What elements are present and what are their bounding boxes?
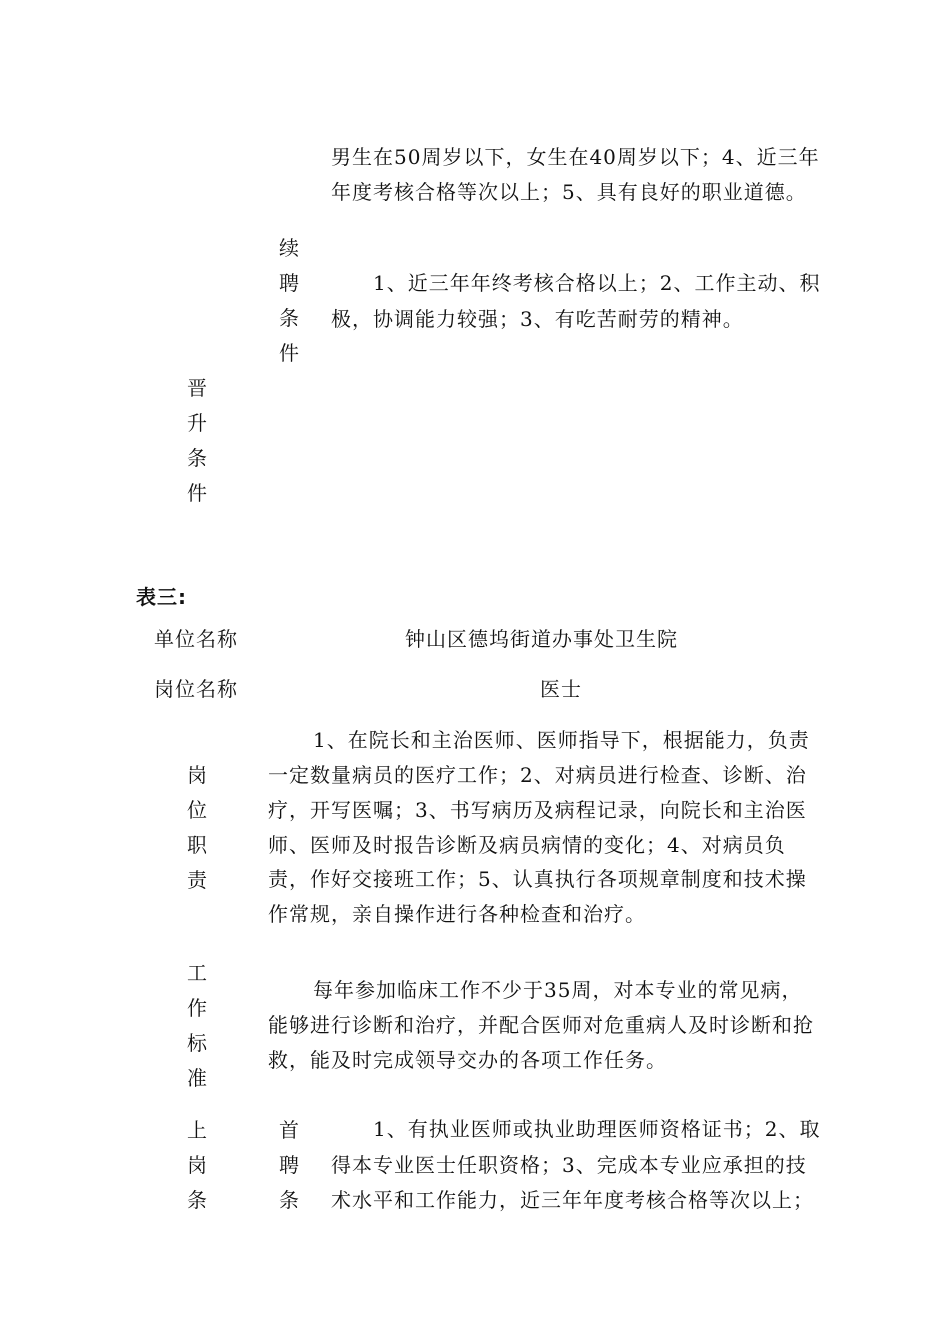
onduty-label-char: 上: [187, 1118, 207, 1142]
post-name-label: 岗位名称: [154, 677, 238, 701]
table-3-heading: 表三:: [136, 585, 187, 609]
renewal-text-line-1: 1、近三年年终考核合格以上；2、工作主动、积: [373, 271, 821, 295]
post-name-value: 医士: [540, 677, 582, 701]
standard-label-char: 准: [187, 1066, 207, 1090]
renewal-label-char: 件: [279, 341, 299, 365]
standard-text-line: 救，能及时完成领导交办的各项工作任务。: [268, 1048, 667, 1072]
first-hire-label-char: 聘: [279, 1153, 299, 1177]
duty-text-line: 一定数量病员的医疗工作；2、对病员进行检查、诊断、治: [268, 763, 807, 787]
renewal-label-char: 续: [279, 236, 299, 260]
promotion-label-char: 升: [187, 411, 207, 435]
standard-label-char: 作: [187, 996, 207, 1020]
first-hire-text-line: 1、有执业医师或执业助理医师资格证书；2、取: [373, 1117, 821, 1141]
standard-text-line: 能够进行诊断和治疗，并配合医师对危重病人及时诊断和抢: [268, 1013, 814, 1037]
promotion-label-char: 件: [187, 481, 207, 505]
duty-text-line: 责，作好交接班工作；5、认真执行各项规章制度和技术操: [268, 867, 807, 891]
top-text-line-2: 年度考核合格等次以上；5、具有良好的职业道德。: [331, 180, 807, 204]
unit-name-value: 钟山区德坞街道办事处卫生院: [405, 627, 678, 651]
renewal-label-char: 聘: [279, 271, 299, 295]
duty-text-line: 疗，开写医嘱；3、书写病历及病程记录，向院长和主治医: [268, 798, 807, 822]
duty-text-line: 作常规，亲自操作进行各种检查和治疗。: [268, 902, 646, 926]
standard-label-char: 标: [187, 1031, 207, 1055]
duty-label-char: 责: [187, 868, 207, 892]
onduty-label-char: 条: [187, 1188, 207, 1212]
duty-text-line: 师、医师及时报告诊断及病员病情的变化；4、对病员负: [268, 833, 786, 857]
duty-label-char: 职: [187, 833, 207, 857]
renewal-text-line-2: 极，协调能力较强；3、有吃苦耐劳的精神。: [331, 307, 744, 331]
duty-label-char: 位: [187, 798, 207, 822]
promotion-label-char: 晋: [187, 376, 207, 400]
duty-text-line: 1、在院长和主治医师、医师指导下，根据能力，负责: [313, 728, 810, 752]
first-hire-text-line: 得本专业医士任职资格；3、完成本专业应承担的技: [331, 1153, 807, 1177]
first-hire-label-char: 条: [279, 1188, 299, 1212]
renewal-label-char: 条: [279, 306, 299, 330]
standard-label-char: 工: [187, 961, 207, 985]
standard-text-line: 每年参加临床工作不少于35周，对本专业的常见病，: [313, 978, 803, 1002]
onduty-label-char: 岗: [187, 1153, 207, 1177]
duty-label-char: 岗: [187, 763, 207, 787]
unit-name-label: 单位名称: [154, 627, 238, 651]
promotion-label-char: 条: [187, 446, 207, 470]
top-text-line-1: 男生在50周岁以下，女生在40周岁以下；4、近三年: [331, 145, 820, 169]
first-hire-text-line: 术水平和工作能力，近三年年度考核合格等次以上；: [331, 1188, 814, 1212]
first-hire-label-char: 首: [279, 1118, 299, 1142]
